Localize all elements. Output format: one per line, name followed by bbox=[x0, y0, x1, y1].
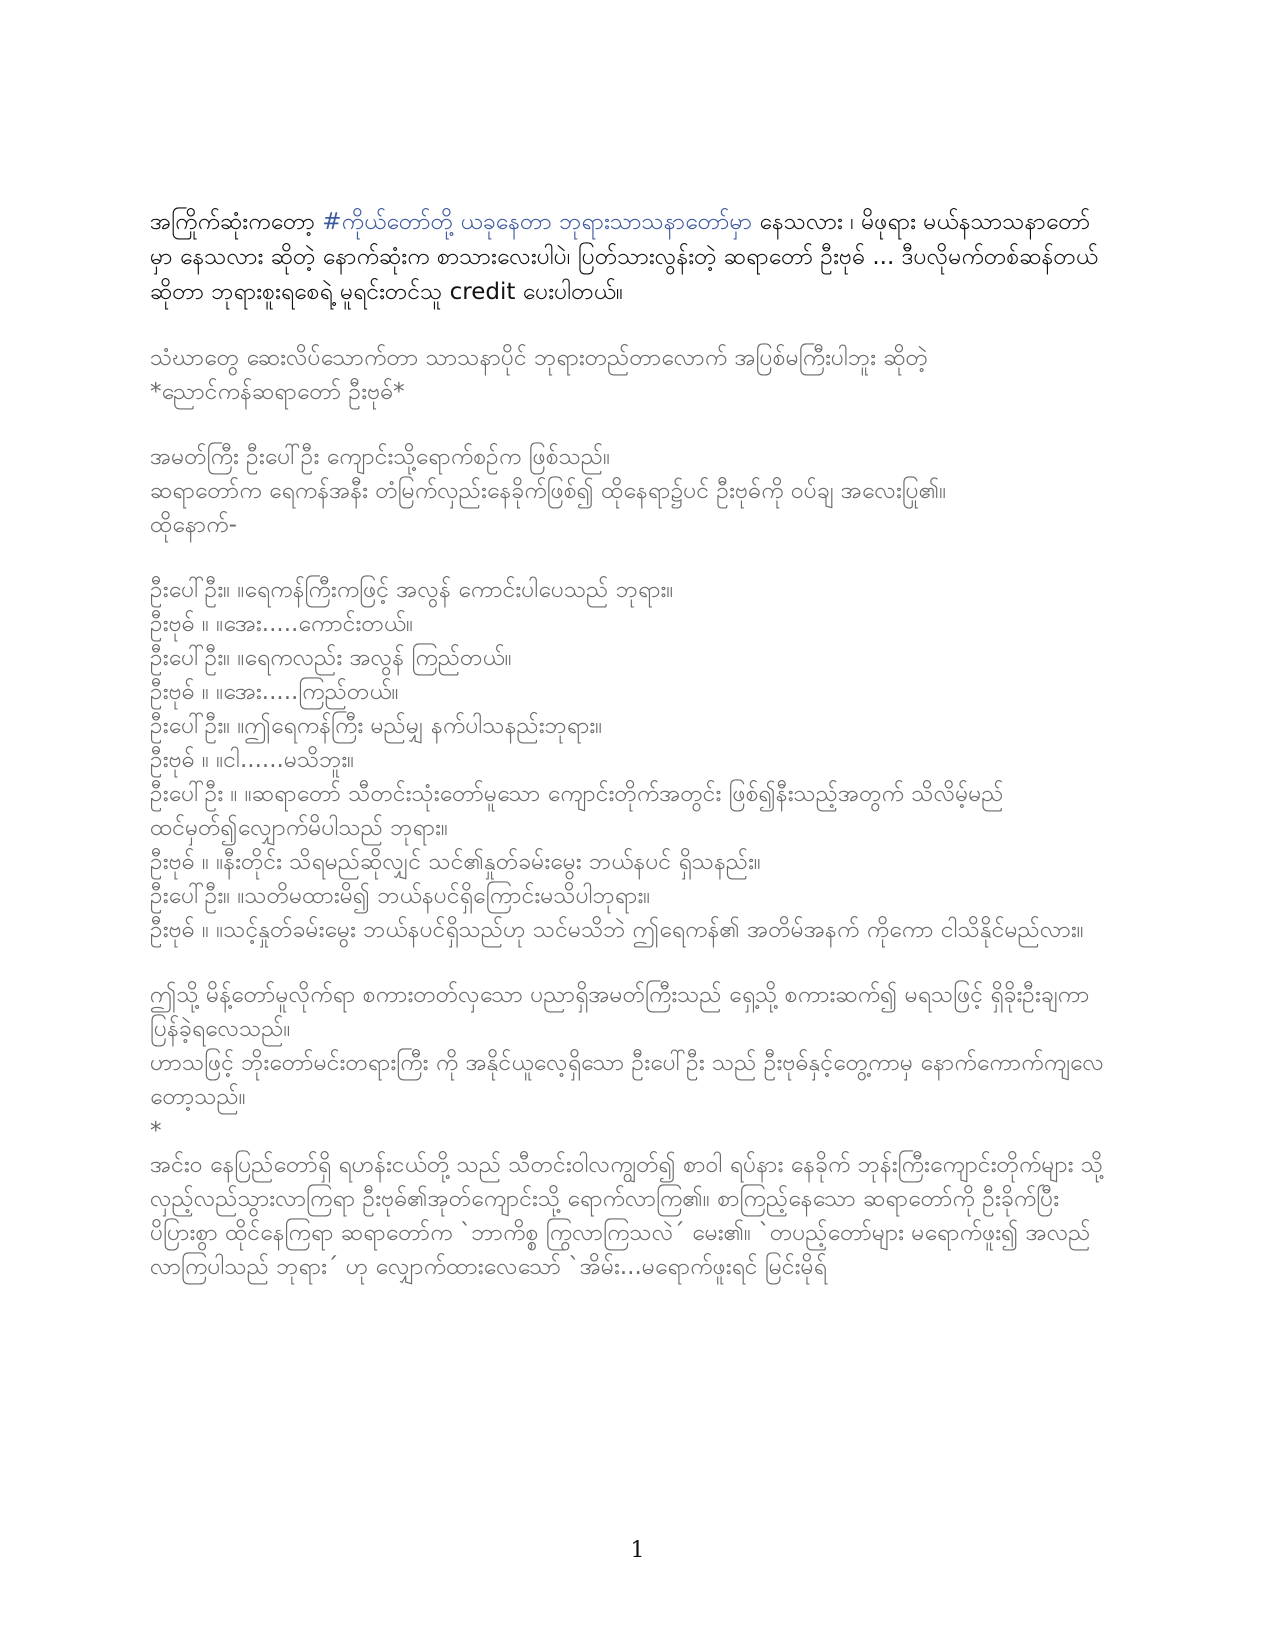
paragraph-gap bbox=[150, 542, 1110, 573]
quote-line: သံဃာတွေ ဆေးလိပ်သောက်တာ သာသနာပိုင် ဘုရားတည်တာလောက် အပြစ်မကြီးပါဘူး ဆိုတဲ့ bbox=[150, 345, 928, 371]
story-intro-paragraph bbox=[150, 440, 1110, 542]
quote-attribution: *ညောင်ကန်ဆရာတော် ဦးဗုဓ်* bbox=[150, 379, 405, 405]
paragraph-gap bbox=[150, 409, 1110, 440]
dialogue-line: ဦးပေါ်ဦး ။ ။ဆရာတော် သီတင်းသုံးတော်မူသော ကျောင်းတိုက်အတွင်း ဖြစ်၍နီးသည့်အတွက် သိလိမ့်မည် ထင်မှတ်၍လျှောက်မိပါသည် ဘုရား။ bbox=[150, 781, 1004, 841]
dialogue-line: ဦးပေါ်ဦး။ ။ရေကန်ကြီးကဖြင့် အလွန် ကောင်းပါပေသည် ဘုရား။ bbox=[150, 577, 674, 603]
final-paragraph: အင်းဝ နေပြည်တော်ရှိ ရဟန်းငယ်တို့ သည် သီတင်းဝါလကျွတ်၍ စာဝါ ရပ်နား နေခိုက် ဘုန်းကြီးကျောင်းတိုက်များ သို့ လှည့်လည်သွားလာကြရာ ဦးဗုဓ်၏အုတ်ကျောင်းသို့ ရောက်လာကြ၏။ စာကြည့်နေသော ဆရာတော်ကို ဦးခိုက်ပြီး ပိပြားစွာ ထိုင်နေကြရာ ဆရာတော်က `ဘာကိစ္စ ကြွလာကြသလဲ´ မေး၏။ `တပည့်တော်များ မရောက်ဖူး၍ အလည်လာကြပါသည် ဘုရား´ ဟု လျှောက်ထားလေသော် `အိမ်း...မရောက်ဖူးရင် မြင်းမိုရ် bbox=[150, 1152, 1104, 1280]
hashtag-link[interactable]: #ကိုယ်တော်တို့ ယခုနေတာ ဘုရားသာသနာတော်မှာ bbox=[322, 209, 753, 235]
section-separator: * bbox=[150, 1118, 162, 1144]
dialogue-line: ဦးဗုဓ် ။ ။ငါ......မသိဘူး။ bbox=[150, 747, 355, 773]
dialogue-line: ဦးပေါ်ဦး။ ။ရေကလည်း အလွန် ကြည်တယ်။ bbox=[150, 645, 512, 671]
aftermath-line: ဟာသဖြင့် ဘိုးတော်မင်းတရားကြီး ကို အနိုင်ယူလေ့ရှိသော ဦးပေါ်ဦး သည် ဦးဗုဓ်နှင့်တွေ့ကာမှ နောက်ကောက်ကျလေတော့သည်။ bbox=[150, 1050, 1104, 1110]
aftermath-paragraph bbox=[150, 978, 1110, 1148]
dialogue-paragraph bbox=[150, 573, 1110, 947]
quote-paragraph bbox=[150, 341, 1110, 409]
intro-paragraph bbox=[150, 205, 1110, 310]
story-line: ဆရာတော်က ရေကန်အနီး တံမြက်လှည်းနေခိုက်ဖြစ်၍ ထိုနေရာ၌ပင် ဦးဗုဓ်ကို ဝပ်ချ အလေးပြု၏။ bbox=[150, 478, 947, 504]
dialogue-line: ဦးပေါ်ဦး။ ။ဤရေကန်ကြီး မည်မျှ နက်ပါသနည်းဘုရား။ bbox=[150, 713, 603, 739]
page-number: 1 bbox=[630, 1538, 645, 1563]
dialogue-line: ဦးဗုဓ် ။ ။နီးတိုင်း သိရမည်ဆိုလျှင် သင်၏နှုတ်ခမ်းမွေး ဘယ်နပင် ရှိသနည်း။ bbox=[150, 849, 761, 875]
paragraph-gap bbox=[150, 310, 1110, 341]
paragraph-gap bbox=[150, 947, 1110, 978]
aftermath-line: ဤသို့ မိန့်တော်မူလိုက်ရာ စကားတတ်လှသော ပညာရှိအမတ်ကြီးသည် ရှေ့သို့ စကားဆက်၍ မရသဖြင့် ရှိခိုးဦးချကာ ပြန်ခဲ့ရလေသည်။ bbox=[150, 982, 1090, 1042]
dialogue-line: ဦးဗုဓ် ။ ။အေး.....ကောင်းတယ်။ bbox=[150, 611, 414, 637]
page-content bbox=[150, 205, 1110, 1284]
dialogue-line: ဦးဗုဓ် ။ ။သင့်နှုတ်ခမ်းမွေး ဘယ်နပင်ရှိသည်ဟု သင်မသိဘဲ ဤရေကန်၏ အတိမ်အနက် ကိုကော ငါသိနိုင်မည်လား။ bbox=[150, 917, 1084, 943]
dialogue-line: ဦးဗုဓ် ။ ။အေး.....ကြည်တယ်။ bbox=[150, 679, 399, 705]
story-line: အမတ်ကြီး ဦးပေါ်ဦး ကျောင်းသို့ရောက်စဉ်က ဖြစ်သည်။ bbox=[150, 444, 611, 470]
intro-text-start: အကြိုက်ဆုံးကတော့ bbox=[150, 209, 323, 235]
story-line: ထိုနောက်- bbox=[150, 512, 237, 538]
intro-text-end: နေသလား ၊ မိဖုရား မယ်နသာသနာတော်မှာ နေသလား ဆိုတဲ့ နောက်ဆုံးက စာသားလေးပါပဲ၊ ပြတ်သားလွန်းတဲ့ ဆရာတော် ဦးဗုဓ် ... ဒီပလိုမက်တစ်ဆန်တယ်ဆိုတာ ဘုရားစူးရစေရဲ့ မူရင်းတင်သူ credit ပေးပါတယ်။ bbox=[150, 209, 1099, 305]
dialogue-line: ဦးပေါ်ဦး။ ။သတိမထားမိ၍ ဘယ်နပင်ရှိကြောင်းမသိပါဘုရား။ bbox=[150, 883, 651, 909]
